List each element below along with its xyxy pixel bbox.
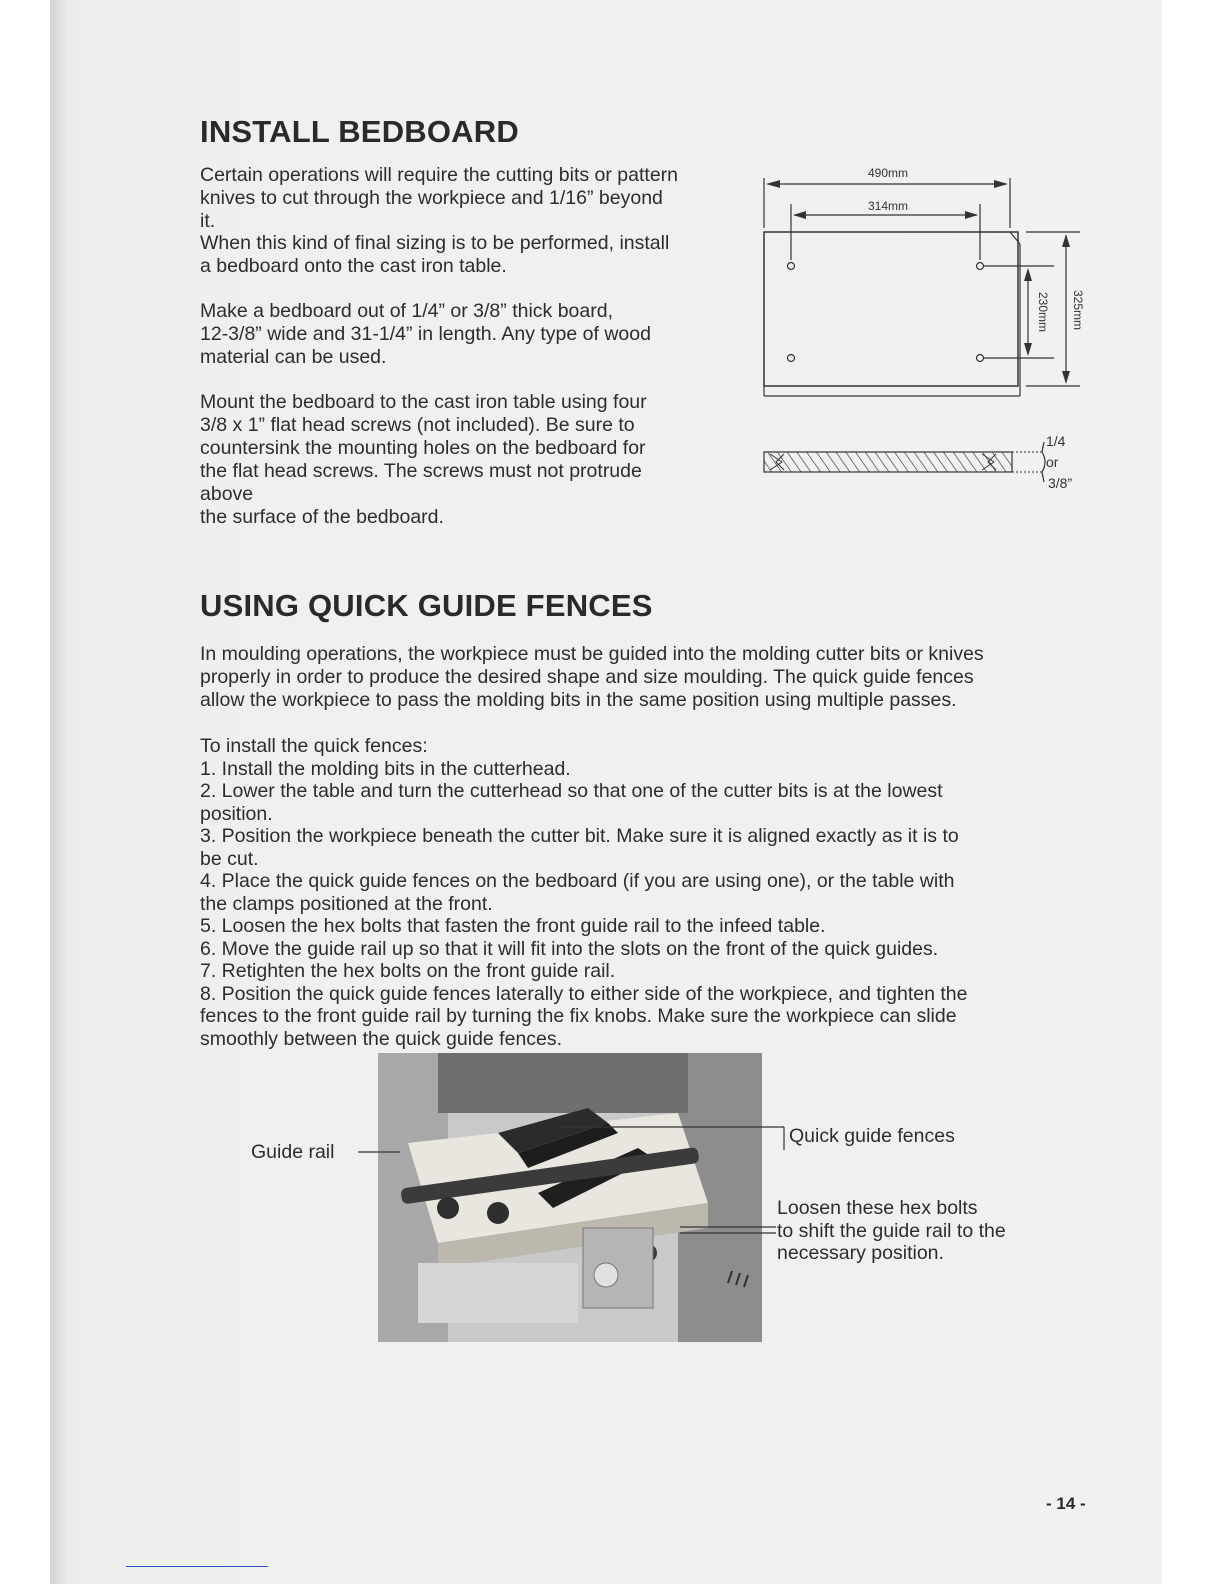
step-item: 7. Retighten the hex bolts on the front guide rail. bbox=[200, 960, 616, 982]
dim-width-outer-label: 490mm bbox=[867, 166, 909, 180]
text-line: In moulding operations, the workpiece must be guided into the molding cutter bits or knives bbox=[200, 643, 984, 665]
fences-intro-paragraph bbox=[200, 643, 1100, 712]
step-item: 2. Lower the table and turn the cutterhead so that one of the cutter bits is at the lowest bbox=[200, 780, 943, 802]
underline-mark bbox=[126, 1566, 268, 1567]
text-line: Make a bedboard out of 1/4” or 3/8” thick board, bbox=[200, 300, 613, 322]
dim-height-outer-label: 325mm bbox=[1071, 289, 1085, 331]
quick-guide-fences-heading: USING QUICK GUIDE FENCES bbox=[200, 588, 653, 623]
step-item: be cut. bbox=[200, 847, 259, 870]
text-line: the surface of the bedboard. bbox=[200, 506, 444, 528]
install-paragraph-3 bbox=[200, 300, 730, 369]
text-line: 3/8 x 1” flat head screws (not included). Be sure to bbox=[200, 414, 635, 436]
text-line: material can be used. bbox=[200, 346, 387, 368]
step-item: 4. Place the quick guide fences on the bedboard (if you are using one), or the table with bbox=[200, 870, 955, 892]
text-line: countersink the mounting holes on the bedboard for bbox=[200, 437, 646, 459]
text-line: knives to cut through the workpiece and 1/16” beyond bbox=[200, 187, 663, 209]
install-paragraph-2 bbox=[200, 232, 730, 278]
text-line: Mount the bedboard to the cast iron table using four bbox=[200, 391, 647, 413]
step-item: 8. Position the quick guide fences laterally to either side of the workpiece, and tighten the bbox=[200, 982, 968, 1005]
thickness-label-top: 1/4 bbox=[1046, 433, 1066, 449]
step-item: the clamps positioned at the front. bbox=[200, 892, 493, 915]
step-item: 1. Install the molding bits in the cutterhead. bbox=[200, 757, 571, 780]
guide-rail-label: Guide rail bbox=[251, 1141, 335, 1163]
quick-guide-fences-photo bbox=[378, 1053, 762, 1342]
text-line: Certain operations will require the cutting bits or pattern bbox=[200, 164, 678, 186]
text-line: allow the workpiece to pass the molding bits in the same position using multiple passes. bbox=[200, 689, 957, 711]
text-line: it. bbox=[200, 210, 216, 232]
bedboard-dimension-diagram bbox=[758, 160, 1098, 500]
text-line: the flat head screws. The screws must not protrude bbox=[200, 460, 642, 482]
page-number: - 14 - bbox=[1046, 1494, 1086, 1513]
hex-bolts-label bbox=[777, 1197, 1077, 1265]
text-line: 12-3/8” wide and 31-1/4” in length. Any type of wood bbox=[200, 323, 651, 345]
install-steps-list bbox=[200, 735, 1100, 1050]
step-item: 6. Move the guide rail up so that it will fit into the slots on the front of the quick guides. bbox=[200, 937, 939, 960]
step-item: 5. Loosen the hex bolts that fasten the front guide rail to the infeed table. bbox=[200, 915, 826, 937]
quick-guide-fences-label: Quick guide fences bbox=[789, 1125, 955, 1147]
thickness-label-bottom: 3/8” bbox=[1048, 475, 1073, 491]
install-paragraph-4 bbox=[200, 391, 730, 529]
install-paragraph-1 bbox=[200, 164, 730, 233]
text-line: Loosen these hex bolts bbox=[777, 1197, 978, 1219]
install-bedboard-heading: INSTALL BEDBOARD bbox=[200, 114, 519, 149]
step-item: fences to the front guide rail by turning the fix knobs. Make sure the workpiece can slide bbox=[200, 1005, 957, 1027]
steps-intro: To install the quick fences: bbox=[200, 735, 428, 757]
text-line: a bedboard onto the cast iron table. bbox=[200, 255, 507, 277]
step-item: smoothly between the quick guide fences. bbox=[200, 1027, 563, 1050]
text-line: When this kind of final sizing is to be performed, install bbox=[200, 232, 670, 254]
text-line: above bbox=[200, 483, 254, 505]
text-line: to shift the guide rail to the bbox=[777, 1219, 1006, 1242]
dim-width-inner-label: 314mm bbox=[867, 199, 909, 213]
step-item: position. bbox=[200, 802, 273, 825]
thickness-label-or: or bbox=[1046, 454, 1059, 470]
text-line: properly in order to produce the desired shape and size moulding. The quick guide fences bbox=[200, 666, 974, 688]
page-binding-shadow bbox=[50, 0, 66, 1584]
dim-height-inner-label: 230mm bbox=[1036, 291, 1050, 333]
step-item: 3. Position the workpiece beneath the cutter bit. Make sure it is aligned exactly as it is to bbox=[200, 825, 959, 847]
text-line: necessary position. bbox=[777, 1242, 944, 1264]
